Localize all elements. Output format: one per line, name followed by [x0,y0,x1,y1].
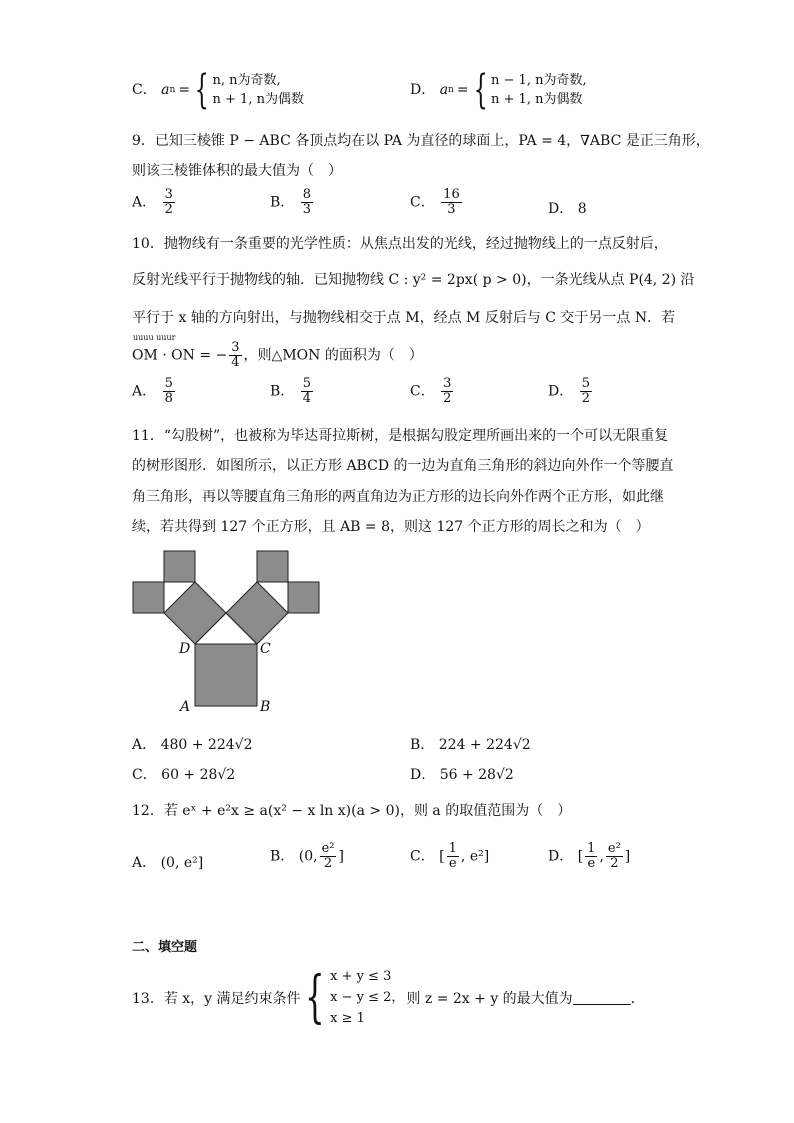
fraction: $\frac{1}{e}$ [448,841,457,871]
q9-option-b[interactable]: B． $\frac{8}{3}$ [270,187,312,217]
q11-option-d[interactable]: D． 56 + 28√2 [410,767,514,783]
label-b: B [260,699,271,715]
fraction: $\frac{5}{8}$ [164,376,173,406]
fraction: $\frac{1}{e}$ [587,841,596,871]
fraction: $\frac{3}{2}$ [443,376,452,406]
q11-stem-line4: 续，若共得到 127 个正方形，且 AB = 8，则这 127 个正方形的周长之和为（ ） [132,519,650,535]
option-label: D． [410,82,436,98]
label-a: A [180,699,191,715]
q10-stem-line4: OM · ON = − $\frac{3}{4}$ ，则△MON 的面积为（ ） [132,340,423,370]
fraction: $\frac{3}{2}$ [164,187,173,217]
fraction: $\frac{3}{4}$ [231,340,240,370]
q10-option-d[interactable]: D． $\frac{5}{2}$ [548,376,590,406]
q10-option-a[interactable]: A． $\frac{5}{8}$ [132,376,173,406]
q10-option-c[interactable]: C． $\frac{3}{2}$ [410,376,452,406]
q10-stem-line3: 平行于 x 轴的方向射出，与抛物线相交于点 M，经点 M 反射后与 C 交于另一点 N．若 [132,310,676,326]
q9-option-d[interactable]: D． 8 [548,201,587,217]
fraction: $\frac{\text{e²}}{2}$ [321,841,335,871]
constraint-row: x ≥ 1 [330,1011,365,1026]
q12-option-d[interactable]: D． [ $\frac{1}{e}$ , $\frac{\text{e²}}{2}$ ] [548,841,631,871]
q8-option-c[interactable]: C． a n = { n, n为奇数, n + 1, n为偶数 [132,67,304,113]
q11-option-a[interactable]: A． 480 + 224√2 [132,737,253,753]
fraction: $\frac{5}{2}$ [581,376,590,406]
q12-stem: 12．若 eˣ + e²x ≥ a(x² − x ln x)(a > 0)，则 a 的取值范围为（ ） [132,803,572,819]
square-left-l1 [164,582,226,644]
q12-option-b[interactable]: B． (0, $\frac{\text{e²}}{2}$ ] [270,841,344,871]
square-abcd [195,644,257,706]
piecewise-row: n + 1, n为偶数 [491,92,583,107]
square-right-l1 [226,582,288,644]
q11-option-b[interactable]: B． 224 + 224√2 [410,737,531,753]
q13-stem: 13．若 x，y 满足约束条件 { x + y ≤ 3 x − y ≤ 2， x ≥ 1 则 z = 2x + y 的最大值为 ． [132,964,645,1030]
q10-option-b[interactable]: B． $\frac{5}{4}$ [270,376,312,406]
q9-stem-line2: 则该三棱锥体积的最大值为（ ） [132,163,342,179]
q11-stem-line1: 11．“勾股树”，也被称为毕达哥拉斯树，是根据勾股定理所画出来的一个可以无限重复 [132,428,669,444]
q9-option-c[interactable]: C． $\frac{16}{3}$ [410,187,460,217]
piecewise-row: n, n为奇数, [212,73,281,88]
piecewise-row: n − 1, n为奇数, [491,73,587,88]
q9-option-a[interactable]: A． $\frac{3}{2}$ [132,187,173,217]
square-right-l2b [288,582,319,613]
label-c: C [260,641,271,657]
q10-stem-line2: 反射光线平行于抛物线的轴．已知抛物线 C : y² = 2px( p > 0)，一条光线从点 P(4, 2) 沿 [132,272,695,288]
constraint-row: x + y ≤ 3 [330,969,392,984]
fraction: $\frac{5}{4}$ [302,376,312,406]
square-left-l2a [164,551,195,582]
piecewise-row: n + 1, n为偶数 [212,92,304,107]
fraction: $\frac{\text{e²}}{2}$ [607,841,621,871]
q11-stem-line2: 的树形图形．如图所示，以正方形 ABCD 的一边为直角三角形的斜边向外作一个等腰直 [132,458,674,474]
q8-option-d[interactable]: D． a n = { n − 1, n为奇数, n + 1, n为偶数 [410,67,587,113]
constraint-row: x − y ≤ 2， [330,990,405,1005]
label-d: D [179,641,191,657]
square-left-l2b [133,582,164,613]
square-right-l2a [257,551,288,582]
q12-option-c[interactable]: C． [ $\frac{1}{e}$ , e²] [410,841,490,871]
q11-option-c[interactable]: C． 60 + 28√2 [132,767,236,783]
section-title: 二、填空题 [132,940,198,955]
q9-stem-line1: 9．已知三棱锥 P − ABC 各顶点均在以 PA 为直径的球面上，PA = 4，∇ABC 是正三角形， [132,133,710,149]
q11-stem-line3: 角三角形，再以等腰直角三角形的两直角边为正方形的边长向外作两个正方形，如此继 [132,489,664,505]
q12-option-a[interactable]: A． (0, e²] [132,855,204,871]
answer-blank[interactable] [573,991,631,1005]
fraction: $\frac{16}{3}$ [443,187,460,217]
option-label: C． [132,82,157,98]
fraction: $\frac{8}{3}$ [302,187,312,217]
q10-stem-line1: 10．抛物线有一条重要的光学性质：从焦点出发的光线，经过抛物线上的一点反射后， [132,236,668,252]
vector-arrow-marks: uuuu uuur [133,333,176,342]
pythagoras-tree-figure [120,540,340,720]
